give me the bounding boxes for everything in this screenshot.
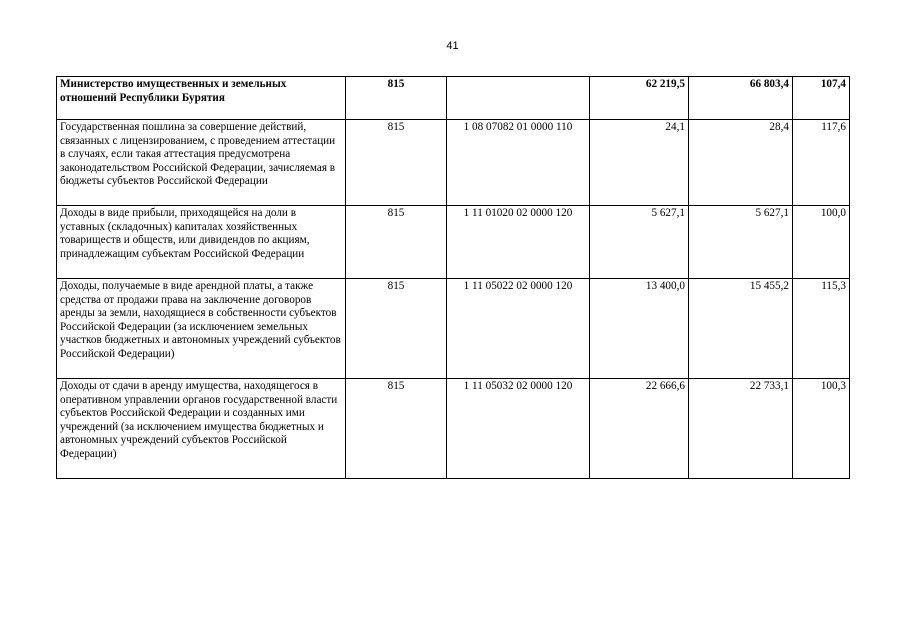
row-budget-code: 1 08 07082 01 0000 110 xyxy=(447,120,590,206)
row-admin-code: 815 xyxy=(346,120,447,206)
row-name: Доходы, получаемые в виде арендной платы, а также средства от продажи права на заключение договоров аренды за земли, находящиеся в собственности субъектов Российской Федерации (за исключением земельных участков бюджетных и автономных учреждений субъектов Российской Федерации) xyxy=(57,279,346,379)
row-name: Доходы в виде прибыли, приходящейся на доли в уставных (складочных) капиталах хозяйственных товариществ и обществ, или дивидендов по акциям, принадлежащим субъектам Российской Федерации xyxy=(57,206,346,279)
ministry-name: Министерство имущественных и земельных отношений Республики Бурятия xyxy=(57,77,346,120)
row-percent: 100,0 xyxy=(793,206,850,279)
ministry-percent: 107,4 xyxy=(793,77,850,120)
row-plan: 5 627,1 xyxy=(590,206,689,279)
row-fact: 15 455,2 xyxy=(689,279,793,379)
row-budget-code: 1 11 05032 02 0000 120 xyxy=(447,379,590,479)
ministry-admin-code: 815 xyxy=(346,77,447,120)
table-row xyxy=(57,379,850,479)
row-percent: 100,3 xyxy=(793,379,850,479)
row-name: Государственная пошлина за совершение действий, связанных с лицензированием, с проведением аттестации в случаях, если такая аттестация предусмотрена законодательством Российской Федерации, зачисляемая в бюджеты субъектов Российской Федерации xyxy=(57,120,346,206)
row-fact: 5 627,1 xyxy=(689,206,793,279)
row-plan: 13 400,0 xyxy=(590,279,689,379)
row-admin-code: 815 xyxy=(346,279,447,379)
row-plan: 24,1 xyxy=(590,120,689,206)
table-row xyxy=(57,206,850,279)
revenue-table xyxy=(56,76,850,479)
row-percent: 115,3 xyxy=(793,279,850,379)
ministry-fact: 66 803,4 xyxy=(689,77,793,120)
table-row xyxy=(57,120,850,206)
row-budget-code: 1 11 05022 02 0000 120 xyxy=(447,279,590,379)
row-fact: 22 733,1 xyxy=(689,379,793,479)
row-name: Доходы от сдачи в аренду имущества, находящегося в оперативном управлении органов государственной власти субъектов Российской Федерации и созданных ими учреждений (за исключением имущества бюджетных и автономных учреждений субъектов Российской Федерации) xyxy=(57,379,346,479)
ministry-row xyxy=(57,77,850,120)
row-admin-code: 815 xyxy=(346,206,447,279)
page-number: 41 xyxy=(446,40,459,52)
row-percent: 117,6 xyxy=(793,120,850,206)
ministry-budget-code xyxy=(447,77,590,120)
table-row xyxy=(57,279,850,379)
ministry-plan: 62 219,5 xyxy=(590,77,689,120)
row-plan: 22 666,6 xyxy=(590,379,689,479)
row-admin-code: 815 xyxy=(346,379,447,479)
row-budget-code: 1 11 01020 02 0000 120 xyxy=(447,206,590,279)
row-fact: 28,4 xyxy=(689,120,793,206)
